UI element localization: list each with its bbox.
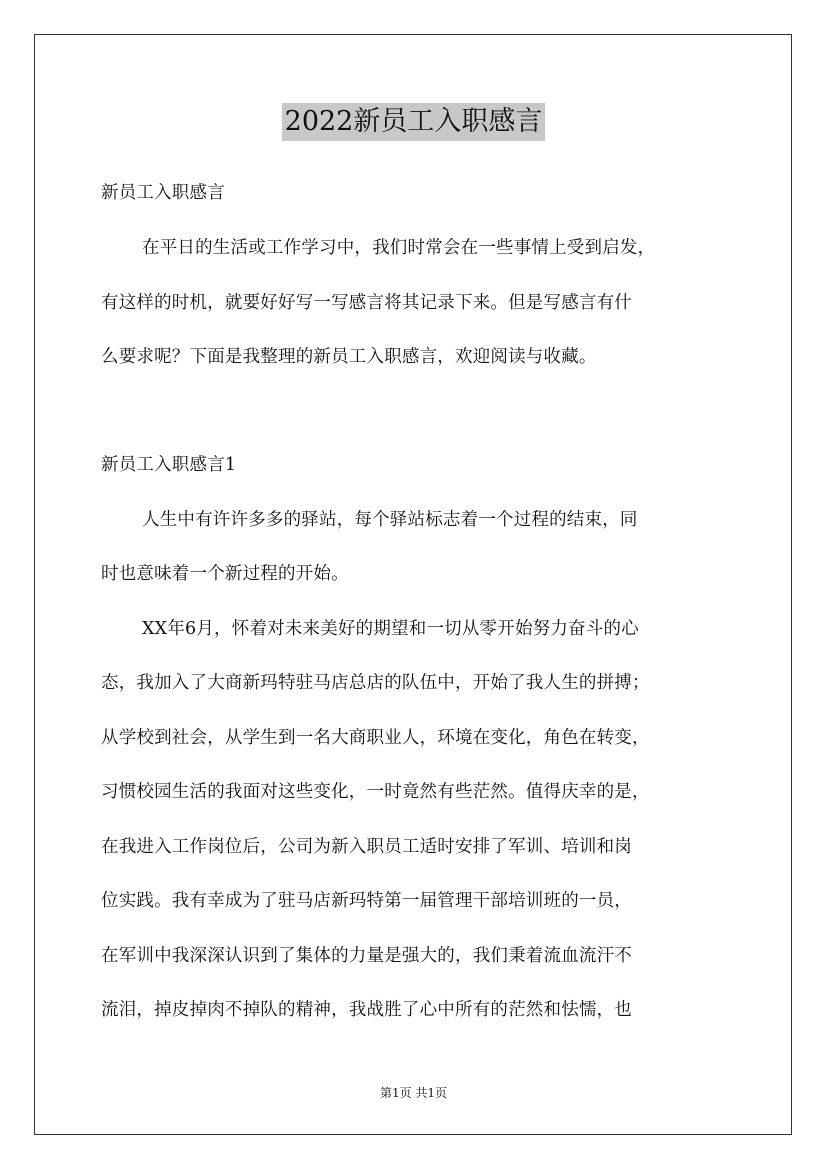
paragraph-line: 在军训中我深深认识到了集体的力量是强大的，我们秉着流血流汗不 (101, 946, 632, 966)
paragraph-line: 么要求呢？下面是我整理的新员工入职感言，欢迎阅读与收藏。 (101, 347, 597, 367)
paragraph-line: 人生中有许许多多的驿站，每个驿站标志着一个过程的结束，同 (142, 510, 638, 530)
paragraph-line: 流泪，掉皮掉肉不掉队的精神，我战胜了心中所有的茫然和怯懦，也 (101, 1000, 632, 1020)
title-container (0, 103, 827, 141)
paragraph-line: 从学校到社会，从学生到一名大商职业人，环境在变化，角色在转变， (101, 728, 650, 748)
section-heading: 新员工入职感言1 (101, 455, 237, 475)
document-title: 2022新员工入职感言 (282, 103, 546, 141)
paragraph-line: 在我进入工作岗位后，公司为新入职员工适时安排了军训、培训和岗 (101, 837, 632, 857)
paragraph-line: 时也意味着一个新过程的开始。 (101, 564, 349, 584)
paragraph-line: 习惯校园生活的我面对这些变化，一时竟然有些茫然。值得庆幸的是， (101, 782, 650, 802)
paragraph-line: 态，我加入了大商新玛特驻马店总店的队伍中，开始了我人生的拼搏； (101, 673, 650, 693)
paragraph-line: 在平日的生活或工作学习中，我们时常会在一些事情上受到启发， (142, 238, 656, 258)
section-heading: 新员工入职感言 (101, 183, 225, 203)
paragraph-line: 位实践。我有幸成为了驻马店新玛特第一届管理干部培训班的一员， (101, 891, 632, 911)
paragraph-line: 有这样的时机，就要好好写一写感言将其记录下来。但是写感言有什 (101, 293, 632, 313)
paragraph-line: XX年6月，怀着对未来美好的期望和一切从零开始努力奋斗的心 (142, 619, 639, 639)
page-footer: 第1页 共1页 (379, 1086, 448, 1100)
